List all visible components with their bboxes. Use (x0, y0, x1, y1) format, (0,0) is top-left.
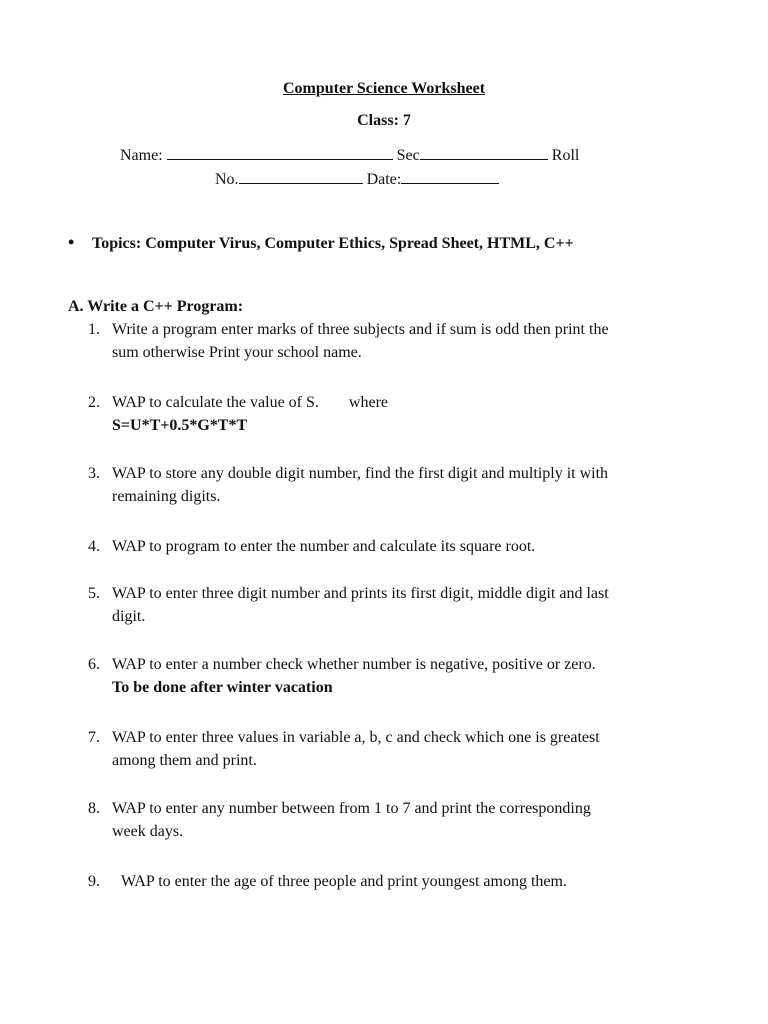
question-line: among them and print. (112, 752, 257, 769)
name-blank[interactable] (167, 145, 393, 160)
date-label: Date: (366, 171, 402, 188)
question-6 (88, 653, 688, 699)
question-8 (88, 797, 688, 843)
sec-blank[interactable] (420, 145, 548, 160)
name-line (120, 145, 579, 165)
question-line: sum otherwise Print your school name. (112, 344, 362, 361)
roll-no-blank[interactable] (239, 169, 363, 184)
worksheet-title: Computer Science Worksheet (282, 80, 486, 97)
question-4 (88, 535, 688, 558)
question-line: week days. (112, 823, 184, 840)
no-line (215, 169, 499, 189)
question-line: WAP to enter any number between from 1 to 7 and print the corresponding (112, 800, 591, 817)
where-word: where (348, 394, 388, 411)
formula: S=U*T+0.5*G*T*T (112, 417, 248, 434)
question-number: 6. (88, 656, 100, 673)
topics-text: Topics: Computer Virus, Computer Ethics, Spread Sheet, HTML, C++ (92, 235, 574, 252)
question-5 (88, 582, 688, 628)
question-3 (88, 462, 688, 508)
bullet-icon: • (68, 232, 75, 252)
question-number: 5. (88, 585, 100, 602)
question-number: 2. (88, 394, 100, 411)
question-1 (88, 318, 688, 364)
question-line: WAP to enter three values in variable a, b, c and check which one is greatest (112, 729, 600, 746)
question-line: remaining digits. (112, 488, 221, 505)
question-line: digit. (112, 608, 146, 625)
question-number: 9. (88, 873, 100, 890)
section-a-heading: A. Write a C++ Program: (68, 298, 244, 315)
class-value: 7 (402, 112, 411, 129)
no-label: No. (215, 171, 239, 188)
question-number: 4. (88, 538, 100, 555)
question-number: 1. (88, 321, 100, 338)
question-line: Write a program enter marks of three subjects and if sum is odd then print the (112, 321, 609, 338)
question-text: WAP to calculate the value of S. (112, 394, 319, 411)
question-line (112, 391, 688, 414)
question-line: WAP to enter a number check whether number is negative, positive or zero. (112, 656, 596, 673)
name-label: Name: (120, 147, 163, 164)
question-2 (88, 391, 688, 437)
question-number: 7. (88, 729, 100, 746)
topics-line (68, 232, 574, 253)
question-note: To be done after winter vacation (112, 679, 333, 696)
question-line: WAP to program to enter the number and calculate its square root. (112, 538, 536, 555)
roll-label: Roll (551, 147, 580, 164)
question-7 (88, 726, 688, 772)
question-line: WAP to enter three digit number and prints its first digit, middle digit and last (112, 585, 609, 602)
question-line: WAP to enter the age of three people and print youngest among them. (121, 873, 567, 890)
class-line (0, 112, 768, 130)
sec-label: Sec (396, 147, 420, 164)
question-number: 8. (88, 800, 100, 817)
date-blank[interactable] (401, 169, 499, 184)
question-number: 3. (88, 465, 100, 482)
question-line: WAP to store any double digit number, find the first digit and multiply it with (112, 465, 609, 482)
class-label: Class: (357, 112, 399, 129)
question-9 (88, 870, 688, 893)
